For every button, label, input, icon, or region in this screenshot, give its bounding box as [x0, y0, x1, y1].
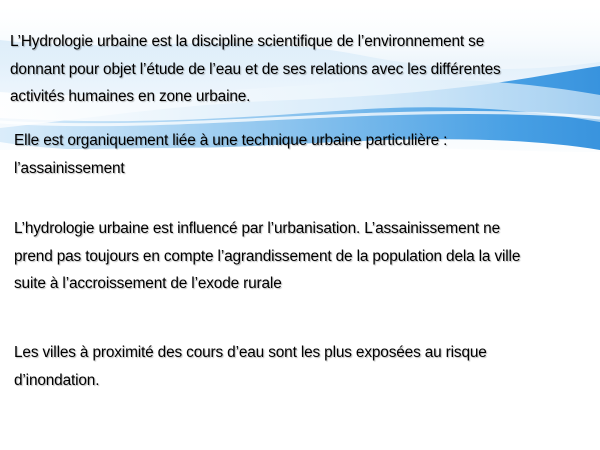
paragraph-assainissement	[14, 127, 447, 182]
text-line: L’Hydrologie urbaine est la discipline scientifique de l’environnement se	[10, 33, 485, 50]
paragraph-urbanisation	[14, 215, 520, 298]
text-line: suite à l’accroissement de l’exode rurale	[14, 275, 282, 292]
text-line: donnant pour objet l’étude de l’eau et de ses relations avec les différentes	[10, 60, 501, 78]
text-line: Elle est organiquement liée à une technique urbaine particulière :	[14, 132, 448, 149]
text-line: Les villes à proximité des cours d’eau sont les plus exposées au risque	[14, 344, 487, 361]
text-line: activités humaines en zone urbaine.	[10, 88, 251, 105]
text-line: L’hydrologie urbaine est influencé par l’urbanisation. L’assainissement ne	[14, 220, 500, 237]
paragraph-inondation	[14, 339, 487, 394]
text-line: l’assainissement	[14, 159, 125, 177]
text-line: prend pas toujours en compte l’agrandissement de la population dela la ville	[14, 247, 521, 265]
text-line: d’inondation.	[14, 371, 100, 389]
paragraph-definition	[10, 28, 501, 111]
